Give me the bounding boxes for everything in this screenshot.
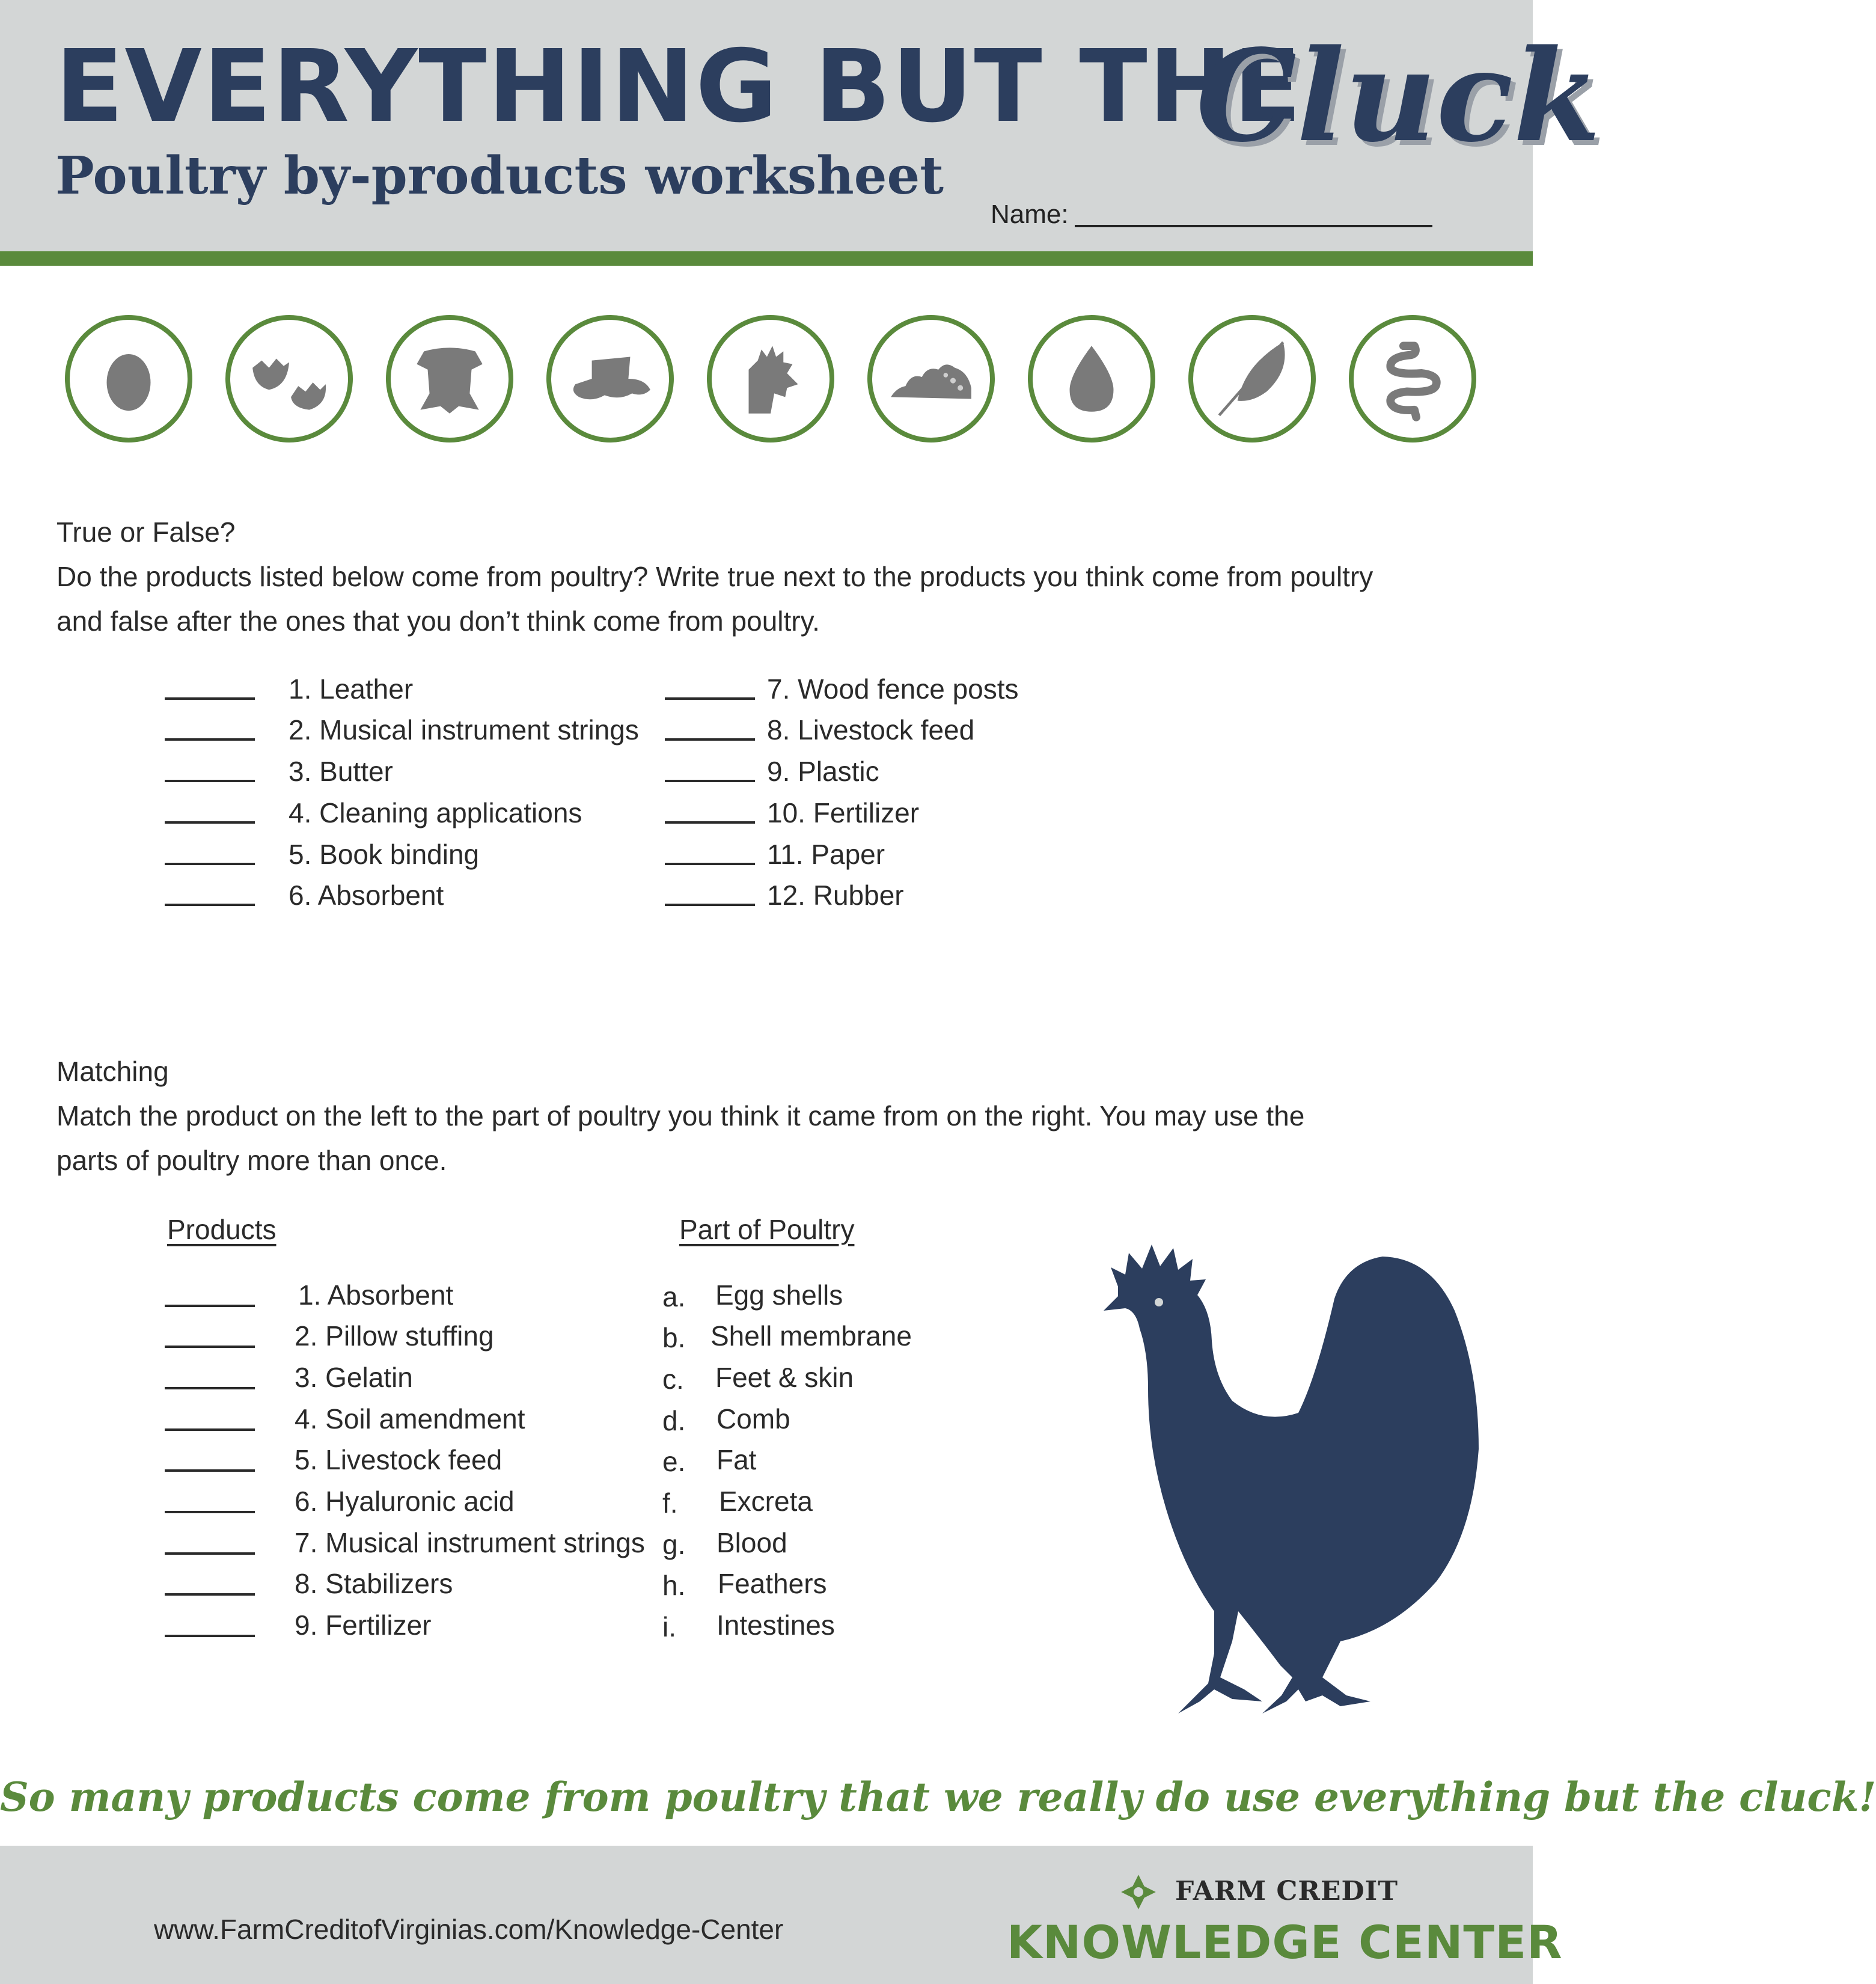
matching-instructions-line1: Match the product on the left to the part of poultry you think it came from on the right. You may use the	[57, 1100, 1305, 1131]
tf-answer-blank-8[interactable]	[665, 738, 755, 741]
tf-answer-blank-3[interactable]	[165, 780, 255, 782]
logo-knowledge-center-text: KNOWLEDGE CENTER	[1007, 1915, 1563, 1969]
tf-answer-blank-9[interactable]	[665, 780, 755, 782]
tf-answer-blank-12[interactable]	[665, 904, 755, 906]
tf-item-1: 1. Leather	[289, 673, 414, 705]
match-product-7: 7. Musical instrument strings	[295, 1527, 645, 1558]
part-label-d: Comb	[716, 1403, 790, 1434]
match-product-6: 6. Hyaluronic acid	[295, 1486, 515, 1517]
tf-item-11: 11. Paper	[767, 839, 885, 870]
excreta-icon	[867, 315, 995, 442]
tf-answer-blank-4[interactable]	[165, 821, 255, 824]
page-subtitle: Poultry by-products worksheet	[55, 145, 944, 206]
tf-answer-blank-10[interactable]	[665, 821, 755, 824]
matching-instructions-line2: parts of poultry more than once.	[57, 1145, 447, 1176]
tf-item-7: 7. Wood fence posts	[767, 673, 1019, 705]
icon-row	[65, 315, 1477, 441]
tf-answer-blank-5[interactable]	[165, 863, 255, 865]
match-answer-blank-1[interactable]	[165, 1305, 255, 1307]
tf-item-2: 2. Musical instrument strings	[289, 714, 639, 746]
part-letter-h: h.	[662, 1570, 686, 1601]
footer-url-link[interactable]: www.FarmCreditofVirginias.com/Knowledge-Center	[154, 1914, 784, 1945]
fat-icon	[546, 315, 674, 442]
tf-item-12: 12. Rubber	[767, 880, 904, 911]
part-letter-c: c.	[662, 1364, 684, 1395]
hide-icon	[386, 315, 513, 442]
part-label-i: Intestines	[716, 1609, 835, 1641]
title-script: Cluck	[1196, 22, 1601, 170]
name-label: Name:	[991, 200, 1069, 229]
part-letter-d: d.	[662, 1405, 686, 1436]
match-answer-blank-2[interactable]	[165, 1346, 255, 1348]
header-divider	[0, 251, 1533, 266]
logo-farm-credit-text: FARM CREDIT	[1175, 1876, 1398, 1906]
slogan: So many products come from poultry that we really do use everything but the cluck!	[0, 1774, 1876, 1820]
part-label-c: Feet & skin	[715, 1362, 854, 1393]
part-label-b: Shell membrane	[710, 1320, 912, 1352]
products-header: Products	[167, 1214, 277, 1245]
match-answer-blank-9[interactable]	[165, 1635, 255, 1637]
match-product-8: 8. Stabilizers	[295, 1568, 453, 1599]
part-label-g: Blood	[716, 1527, 787, 1558]
tf-item-4: 4. Cleaning applications	[289, 797, 582, 828]
tf-item-8: 8. Livestock feed	[767, 714, 975, 746]
tf-answer-blank-11[interactable]	[665, 863, 755, 865]
parts-header: Part of Poultry	[679, 1214, 855, 1245]
part-letter-i: i.	[662, 1611, 676, 1643]
part-label-h: Feathers	[718, 1568, 827, 1599]
tf-answer-blank-6[interactable]	[165, 904, 255, 906]
tf-item-6: 6. Absorbent	[289, 880, 444, 911]
true-false-instructions-line1: Do the products listed below come from poultry? Write true next to the products you think come from poultry	[57, 561, 1373, 592]
blood-drop-icon	[1028, 315, 1155, 442]
part-label-f: Excreta	[719, 1486, 813, 1517]
match-product-3: 3. Gelatin	[295, 1362, 413, 1393]
match-answer-blank-4[interactable]	[165, 1428, 255, 1431]
part-label-a: Egg shells	[715, 1279, 843, 1311]
true-false-heading: True or False?	[57, 516, 236, 548]
tf-item-5: 5. Book binding	[289, 839, 480, 870]
page-title: EVERYTHING BUT THE	[55, 29, 1303, 145]
match-answer-blank-3[interactable]	[165, 1387, 255, 1389]
tf-item-9: 9. Plastic	[767, 756, 879, 787]
part-label-e: Fat	[716, 1444, 757, 1475]
part-letter-f: f.	[662, 1487, 678, 1519]
match-answer-blank-5[interactable]	[165, 1469, 255, 1472]
tf-item-3: 3. Butter	[289, 756, 393, 787]
true-false-instructions-line2: and false after the ones that you don’t think come from poultry.	[57, 605, 820, 637]
name-field[interactable]	[1075, 225, 1432, 227]
match-answer-blank-6[interactable]	[165, 1511, 255, 1513]
match-product-9: 9. Fertilizer	[295, 1609, 432, 1641]
farm-credit-logo-icon	[1119, 1873, 1158, 1911]
match-product-5: 5. Livestock feed	[295, 1444, 503, 1475]
tf-answer-blank-7[interactable]	[665, 697, 755, 700]
feather-icon	[1188, 315, 1316, 442]
part-letter-e: e.	[662, 1446, 686, 1477]
match-product-4: 4. Soil amendment	[295, 1403, 525, 1434]
match-product-1: 1. Absorbent	[298, 1279, 454, 1311]
intestines-icon	[1349, 315, 1476, 442]
part-letter-g: g.	[662, 1529, 686, 1560]
hen-silhouette-icon	[1082, 1220, 1491, 1744]
matching-heading: Matching	[57, 1056, 169, 1087]
match-answer-blank-8[interactable]	[165, 1593, 255, 1596]
eggshell-icon	[225, 315, 353, 442]
part-letter-b: b.	[662, 1322, 686, 1353]
egg-icon	[65, 315, 192, 442]
match-product-2: 2. Pillow stuffing	[295, 1320, 494, 1352]
comb-icon	[707, 315, 834, 442]
tf-item-10: 10. Fertilizer	[767, 797, 920, 828]
part-letter-a: a.	[662, 1281, 686, 1312]
match-answer-blank-7[interactable]	[165, 1552, 255, 1555]
tf-answer-blank-1[interactable]	[165, 697, 255, 700]
tf-answer-blank-2[interactable]	[165, 738, 255, 741]
